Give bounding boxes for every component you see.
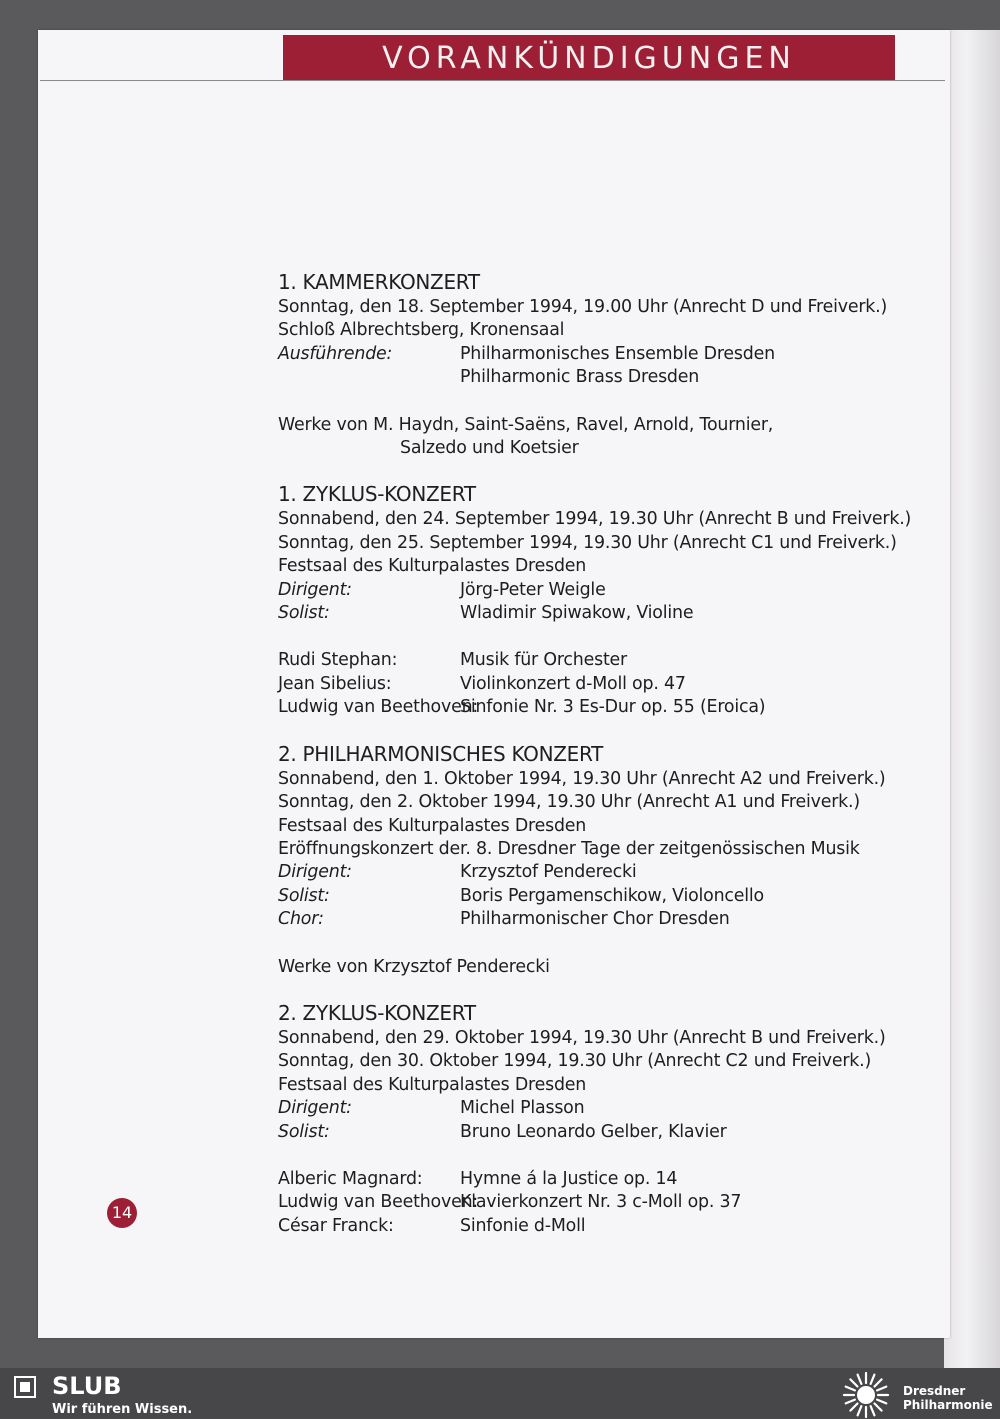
date-line: Sonntag, den 2. Oktober 1994, 19.30 Uhr (Anrecht A1 und Freiverk.) xyxy=(278,792,860,813)
library-tagline: Wir führen Wissen. xyxy=(52,1402,193,1417)
performer-name: Philharmonisches Ensemble Dresden xyxy=(460,343,775,364)
date-line: Sonntag, den 30. Oktober 1994, 19.30 Uhr (Anrecht C2 und Freiverk.) xyxy=(278,1051,872,1072)
page-title: VORANKÜNDIGUNGEN xyxy=(382,41,796,76)
facing-page-edge xyxy=(944,30,1000,1368)
section-heading: 2. PHILHARMONISCHES KONZERT xyxy=(278,741,604,766)
credit-label: Dirigent: xyxy=(278,579,352,600)
work-title: Musik für Orchester xyxy=(460,650,628,671)
date-line: Sonnabend, den 1. Oktober 1994, 19.30 Uhr (Anrecht A2 und Freiverk.) xyxy=(278,768,886,789)
credit-value: Michel Plasson xyxy=(460,1098,585,1119)
section-zyklus-2 xyxy=(278,999,918,1238)
performers-label: Ausführende: xyxy=(278,343,393,364)
credit-label: Solist: xyxy=(278,603,330,624)
credit-row xyxy=(278,579,918,602)
section-heading: 1. KAMMERKONZERT xyxy=(278,270,480,294)
library-name[interactable]: SLUB xyxy=(52,1372,122,1400)
performer-name: Philharmonic Brass Dresden xyxy=(460,367,700,388)
credit-row xyxy=(278,602,918,625)
partner-name[interactable] xyxy=(903,1384,993,1412)
date-line: Sonnabend, den 24. September 1994, 19.30 Uhr (Anrecht B und Freiverk.) xyxy=(278,509,912,530)
credit-label: Dirigent: xyxy=(278,1098,352,1119)
section-kammerkonzert xyxy=(278,268,918,460)
venue-line: Schloß Albrechtsberg, Kronensaal xyxy=(278,320,565,341)
credit-label: Solist: xyxy=(278,885,330,906)
work-title: Hymne á la Justice op. 14 xyxy=(460,1168,678,1189)
work-title: Sinfonie d-Moll xyxy=(460,1215,586,1236)
works-line: Salzedo und Koetsier xyxy=(400,438,579,459)
work-title: Klavierkonzert Nr. 3 c-Moll op. 37 xyxy=(460,1192,742,1213)
credit-label: Chor: xyxy=(278,909,324,930)
date-line: Sonntag, den 18. September 1994, 19.00 Uhr (Anrecht D und Freiverk.) xyxy=(278,297,888,317)
partner-name-line: Dresdner xyxy=(903,1384,966,1398)
date-line: Sonntag, den 25. September 1994, 19.30 Uhr (Anrecht C1 und Freiverk.) xyxy=(278,532,897,553)
work-title: Violinkonzert d-Moll op. 47 xyxy=(460,673,686,694)
credit-label: Solist: xyxy=(278,1121,330,1142)
program-row xyxy=(278,649,918,672)
partner-name-line: Philharmonie xyxy=(903,1398,993,1412)
credit-label: Dirigent: xyxy=(278,862,352,883)
credit-value: Wladimir Spiwakow, Violine xyxy=(460,603,694,624)
venue-line: Festsaal des Kulturpalastes Dresden xyxy=(278,815,587,836)
program-row xyxy=(278,673,918,696)
credit-row xyxy=(278,1097,918,1120)
works-line: Werke von Krzysztof Penderecki xyxy=(278,956,550,977)
note-line: Eröffnungskonzert der. 8. Dresdner Tage der zeitgenössischen Musik xyxy=(278,838,860,859)
credit-row xyxy=(278,1121,918,1144)
composer: Jean Sibelius: xyxy=(278,673,392,694)
credit-row xyxy=(278,908,918,931)
credit-value: Bruno Leonardo Gelber, Klavier xyxy=(460,1121,727,1142)
program-row xyxy=(278,1168,918,1191)
performers-row xyxy=(278,366,918,389)
program-row xyxy=(278,696,918,719)
credit-value: Krzysztof Penderecki xyxy=(460,862,637,883)
performers-row xyxy=(278,343,918,366)
credit-row xyxy=(278,885,918,908)
composer: Alberic Magnard: xyxy=(278,1168,423,1189)
credit-value: Philharmonischer Chor Dresden xyxy=(460,909,730,930)
venue-line: Festsaal des Kulturpalastes Dresden xyxy=(278,556,587,577)
program-row xyxy=(278,1191,918,1214)
venue-line: Festsaal des Kulturpalastes Dresden xyxy=(278,1074,587,1095)
header-rule xyxy=(40,80,945,81)
page-number: 14 xyxy=(107,1198,137,1228)
sunburst-logo-icon[interactable] xyxy=(842,1371,890,1419)
section-heading: 1. ZYKLUS-KONZERT xyxy=(278,482,476,507)
composer: César Franck: xyxy=(278,1215,394,1236)
composer: Ludwig van Beethoven: xyxy=(278,697,479,718)
section-zyklus-1 xyxy=(278,480,918,719)
credit-value: Boris Pergamenschikow, Violoncello xyxy=(460,885,764,906)
composer: Rudi Stephan: xyxy=(278,650,398,671)
slub-logo-icon[interactable] xyxy=(14,1376,36,1398)
date-line: Sonnabend, den 29. Oktober 1994, 19.30 Uhr (Anrecht B und Freiverk.) xyxy=(278,1027,886,1048)
works-line: Werke von M. Haydn, Saint-Saëns, Ravel, Arnold, Tournier, xyxy=(278,414,774,435)
work-title: Sinfonie Nr. 3 Es-Dur op. 55 (Eroica) xyxy=(460,697,766,718)
section-heading: 2. ZYKLUS-KONZERT xyxy=(278,1000,476,1025)
section-philharmonisches xyxy=(278,740,918,979)
credit-value: Jörg-Peter Weigle xyxy=(460,579,606,600)
credit-row xyxy=(278,861,918,884)
composer: Ludwig van Beethoven: xyxy=(278,1192,479,1213)
program-row xyxy=(278,1215,918,1238)
announcements xyxy=(278,268,918,1258)
